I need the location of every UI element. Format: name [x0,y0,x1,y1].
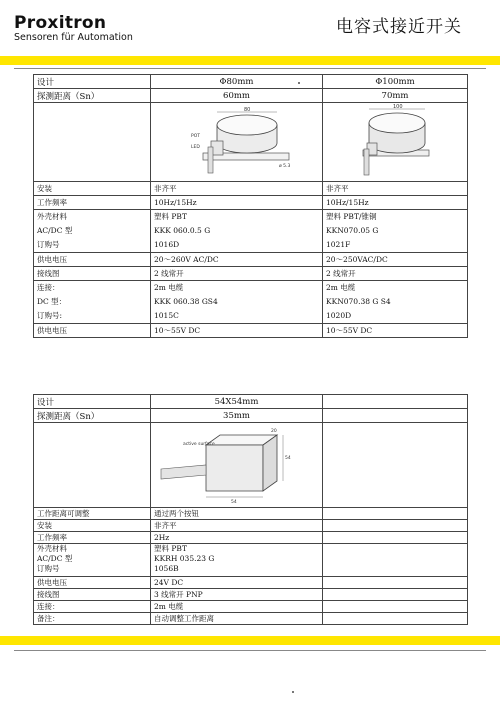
dimension-label: 80 [244,107,251,113]
supply-value: 20～260V AC/DC [151,253,323,267]
empty-cell [323,601,468,613]
logo-tagline: Sensoren für Automation [14,32,133,43]
table-row [34,601,468,613]
hole-label: ø 5.3 [279,164,291,169]
design-value: Φ80mm [151,75,323,89]
table-row [34,89,468,103]
material-value: 塑料 PBT [154,544,187,553]
empty-cell [323,544,468,577]
drawing-row [34,423,468,508]
material-value: 塑料 PBT/锥铜 [326,212,377,221]
wiring-value: 3 线常开 PNP [151,589,323,601]
freq-value: 10Hz/15Hz [323,196,468,210]
acdc-value: KKK 060.0.5 G [154,226,211,235]
acdc-value: KKN070.05 G [326,226,379,235]
design-value: Φ100mm [323,75,468,89]
freq-label: 工作频率 [34,532,151,544]
adjust-label: 工作距离可调整 [34,508,151,520]
table-row [34,409,468,423]
acdc-label: AC/DC 型 [37,226,73,235]
table-row [34,577,468,589]
empty-cell [323,395,468,409]
empty-cell [323,508,468,520]
wiring-label: 接线图 [34,589,151,601]
install-label: 安装 [34,182,151,196]
table-row [34,267,468,281]
connection-value: 2m 电缆 [154,283,184,292]
table-row [34,544,468,577]
dc-labels [34,281,151,324]
spec-table-round [33,74,468,338]
order-label: 订购号: [37,311,63,320]
drawing-cell [151,103,323,182]
empty-cell [323,520,468,532]
supply-value: 10～55V DC [323,324,468,338]
empty-cell [323,577,468,589]
material-labels [34,210,151,253]
connection-label: 连接： [34,601,151,613]
empty-cell [323,589,468,601]
dc-value: KKN070.38 G S4 [326,297,391,306]
dimension-label: 100 [393,104,403,110]
pot-label: POT [191,134,201,139]
supply-label: 供电电压 [34,577,151,589]
design-value: 54X54mm [151,395,323,409]
led-label: LED [191,145,200,150]
install-value: 非齐平 [151,520,323,532]
dc-label: DC 型： [37,297,67,306]
supply-label: 供电电压 [34,324,151,338]
material-labels [34,544,151,577]
order-value: 1016D [154,240,180,249]
drawing-cell [151,423,323,508]
install-label: 安装 [34,520,151,532]
table-row [34,589,468,601]
supply-label: 供电电压 [34,253,151,267]
table-row [34,508,468,520]
dc-values [323,281,468,324]
connection-value: 2m 电缆 [326,283,356,292]
material-label: 外壳材料 [37,212,67,221]
empty-cell [34,103,151,182]
supply-value: 24V DC [151,577,323,589]
table-row [34,75,468,89]
table-row [34,613,468,625]
table-row [34,532,468,544]
design-label: 设计 [34,395,151,409]
freq-value: 10Hz/15Hz [151,196,323,210]
dc-value: KKK 060.38 GS4 [154,297,218,306]
order-label: 订购号 [37,240,60,249]
material-values [151,210,323,253]
active-surface-label: active surface [183,442,215,447]
material-values [323,210,468,253]
empty-cell [34,423,151,508]
order-value: 1015C [154,311,179,320]
divider-line [14,650,486,651]
dc-values [151,281,323,324]
supply-value: 10～55V DC [151,324,323,338]
sensor-80mm-drawing [151,103,321,179]
table-row [34,196,468,210]
sensor-54mm-drawing [151,423,321,505]
order-value: 1021F [326,240,351,249]
drawing-cell [323,103,468,182]
yellow-footer-bar [0,636,500,645]
empty-cell [323,423,468,508]
adjust-value: 通过两个按钮 [151,508,323,520]
table-row [34,395,468,409]
connection-value: 2m 电缆 [151,601,323,613]
freq-label: 工作频率 [34,196,151,210]
install-value: 非齐平 [151,182,323,196]
connection-label: 连接： [37,283,60,292]
drawing-row [34,103,468,182]
order-value: 1020D [326,311,352,320]
width-dimension: 54 [231,500,237,505]
table-row [34,324,468,338]
range-value: 70mm [323,89,468,103]
document-title: 电容式接近开关 [336,17,462,37]
proxitron-logo [14,14,133,43]
scan-dot [298,82,300,84]
logo-text: Proxitron [14,13,107,33]
install-value: 非齐平 [323,182,468,196]
acdc-value: KKRH 035.23 G [154,554,215,563]
range-label: 探测距离（Sn） [34,89,151,103]
scan-dot [292,691,294,693]
table-row [34,210,468,253]
range-value: 35mm [151,409,323,423]
table-row [34,520,468,532]
spec-table-square [33,394,468,625]
wiring-value: 2 线常开 [151,267,323,281]
height-dimension: 54 [285,456,291,461]
acdc-label: AC/DC 型 [37,554,73,563]
wiring-label: 接线图 [34,267,151,281]
empty-cell [323,532,468,544]
material-value: 塑料 PBT [154,212,187,221]
depth-dimension: 20 [271,429,277,434]
material-values [151,544,323,577]
freq-value: 2Hz [151,532,323,544]
order-label: 订购号 [37,564,60,573]
material-label: 外壳材料 [37,544,67,553]
empty-cell [323,409,468,423]
note-label: 备注： [34,613,151,625]
divider-line [14,68,486,69]
table-row [34,281,468,324]
order-value: 1056B [154,564,179,573]
wiring-value: 2 线常开 [323,267,468,281]
sensor-100mm-drawing [323,103,467,179]
yellow-header-bar [0,56,500,65]
range-value: 60mm [151,89,323,103]
table-row [34,182,468,196]
design-label: 设计 [34,75,151,89]
note-value: 自动调整工作距离 [151,613,323,625]
supply-value: 20～250VAC/DC [323,253,468,267]
range-label: 探测距离（Sn） [34,409,151,423]
table-row [34,253,468,267]
empty-cell [323,613,468,625]
